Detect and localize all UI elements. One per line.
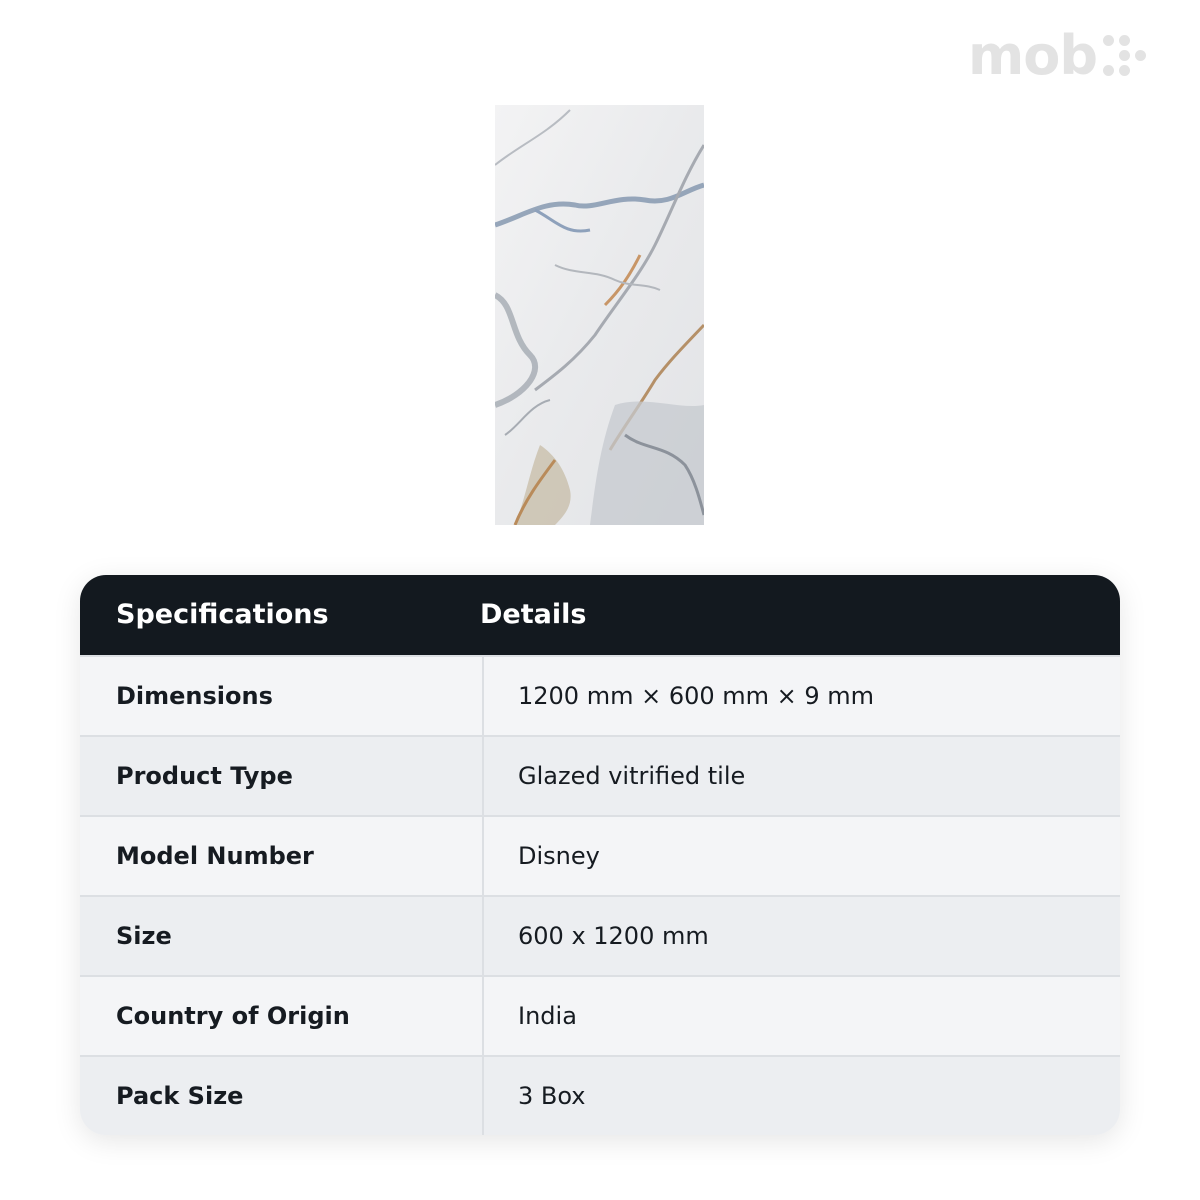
spec-label: Pack Size <box>80 1057 484 1135</box>
spec-value: Disney <box>518 842 600 870</box>
table-row <box>80 815 1120 895</box>
marble-tile-illustration <box>495 105 704 525</box>
table-row <box>80 895 1120 975</box>
spec-value: 1200 mm × 600 mm × 9 mm <box>518 682 875 710</box>
spec-label: Dimensions <box>80 657 484 735</box>
spec-value: India <box>518 1002 577 1030</box>
logo-dots-icon <box>1101 31 1147 81</box>
table-row <box>80 735 1120 815</box>
table-row <box>80 975 1120 1055</box>
brand-logo <box>968 24 1158 87</box>
spec-label: Size <box>80 897 484 975</box>
spec-label: Product Type <box>80 737 484 815</box>
table-row <box>80 655 1120 735</box>
spec-label: Country of Origin <box>80 977 484 1055</box>
spec-value: 600 x 1200 mm <box>518 922 709 950</box>
logo-wordmark: mob <box>968 24 1098 87</box>
header-details: Details <box>480 599 587 630</box>
table-row <box>80 1055 1120 1135</box>
specifications-table <box>80 575 1120 1135</box>
product-image <box>495 105 704 525</box>
spec-value: Glazed vitrified tile <box>518 762 746 790</box>
table-header <box>80 575 1120 655</box>
spec-label: Model Number <box>80 817 484 895</box>
spec-value: 3 Box <box>518 1082 586 1110</box>
header-specifications: Specifications <box>116 599 329 630</box>
